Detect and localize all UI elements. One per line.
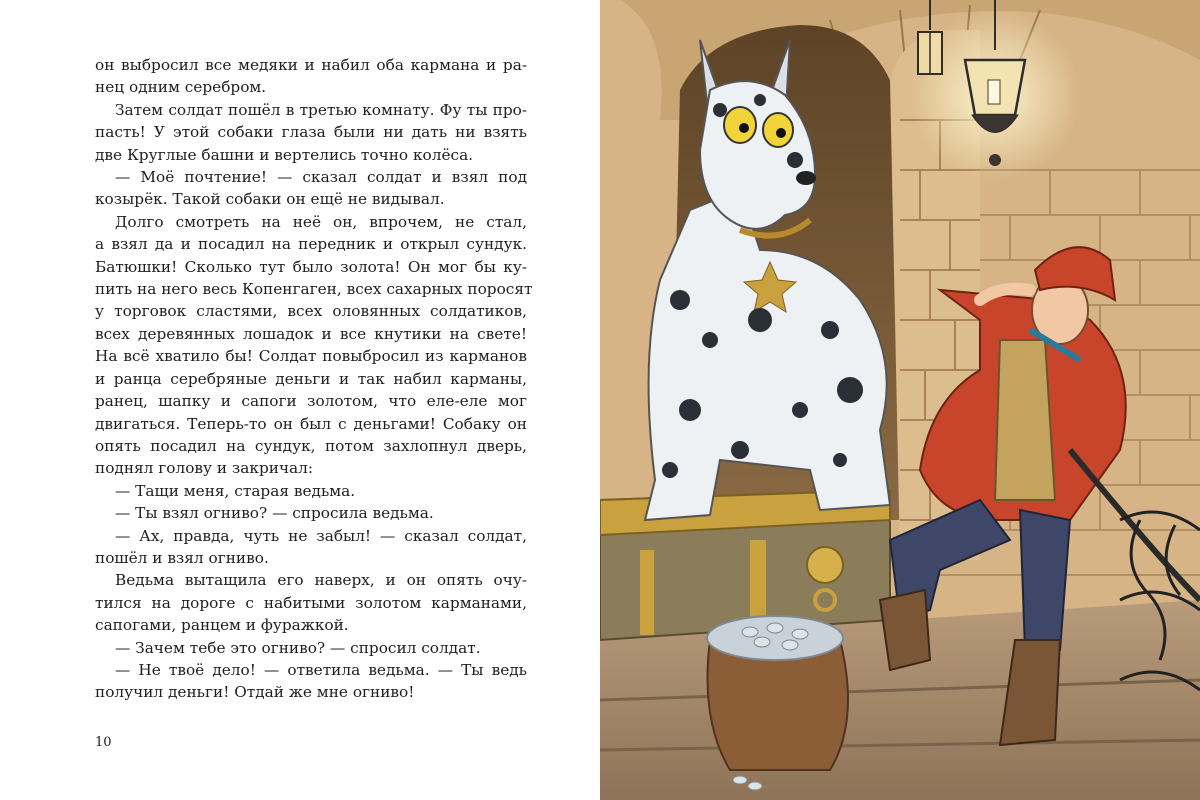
text-line: Батюшки! Сколько тут было золота! Он мог бы ку-	[95, 257, 527, 276]
text-line: — Тащи меня, старая ведьма.	[115, 481, 356, 500]
text-line: поднял голову и закричал:	[95, 459, 314, 478]
text-line: он выбросил все медяки и набил оба кармана и ра-	[95, 56, 527, 74]
text-line: На всё хватило бы! Солдат повыбросил из карманов	[95, 347, 527, 366]
text-line: и ранца серебряные деньги и так набил карманы,	[95, 369, 527, 388]
illustration-picture	[600, 0, 1200, 800]
text-line: Долго смотреть на неё он, впрочем, не стал,	[115, 212, 527, 231]
text-line: ранец, шапку и сапоги золотом, что еле-еле мог	[95, 392, 527, 411]
text-line: сапогами, ранцем и фуражкой.	[95, 616, 349, 635]
soldier-vest	[995, 340, 1055, 500]
page-number: 10	[95, 735, 112, 750]
text-line: нец одним серебром.	[95, 78, 267, 97]
illustration	[600, 0, 1200, 800]
text-line: — Ах, правда, чуть не забыл! — сказал солдат,	[115, 526, 527, 545]
text-line: — Моё почтение! — сказал солдат и взял под	[115, 168, 527, 187]
text-line: — Не твоё дело! — ответила ведьма. — Ты ведь	[115, 660, 527, 679]
text-line: Затем солдат пошёл в третью комнату. Фу ты про-	[115, 100, 527, 119]
soldier-right-leg	[1020, 510, 1070, 650]
text-line: пошёл и взял огниво.	[95, 548, 269, 567]
text-line: получил деньги! Отдай же мне огниво!	[95, 683, 415, 702]
text-line: опять посадил на сундук, потом захлопнул дверь,	[95, 436, 527, 455]
chest-lock-icon	[807, 547, 843, 583]
text-line: а взял да и посадил на передник и открыл сундук.	[95, 235, 527, 254]
coin-bag	[707, 616, 848, 790]
text-line: у торговок сластями, всех оловянных солдатиков,	[95, 302, 527, 321]
text-line: — Зачем тебе это огниво? — спросил солдат.	[115, 638, 481, 657]
text-line: две Круглые башни и вертелись точно колёса.	[95, 145, 474, 164]
dog-nose	[796, 171, 816, 185]
text-line: всех деревянных лошадок и все кнутики на свете!	[95, 324, 527, 343]
text-line: — Ты взял огниво? — спросила ведьма.	[115, 504, 434, 523]
soldier-boot-left	[880, 590, 930, 670]
text-line: тился на дороге с набитыми золотом карманами,	[95, 593, 527, 612]
text-line: пасть! У этой собаки глаза были ни дать ни взять	[95, 123, 527, 142]
text-line: двигаться. Теперь-то он был с деньгами! Собаку он	[95, 414, 527, 433]
text-line: пить на него весь Копенгаген, всех сахарных поросят	[95, 280, 533, 299]
story-text	[95, 54, 533, 704]
text-line: Ведьма вытащила его наверх, и он опять очу-	[115, 571, 527, 590]
text-line: козырёк. Такой собаки он ещё не видывал.	[95, 190, 445, 209]
